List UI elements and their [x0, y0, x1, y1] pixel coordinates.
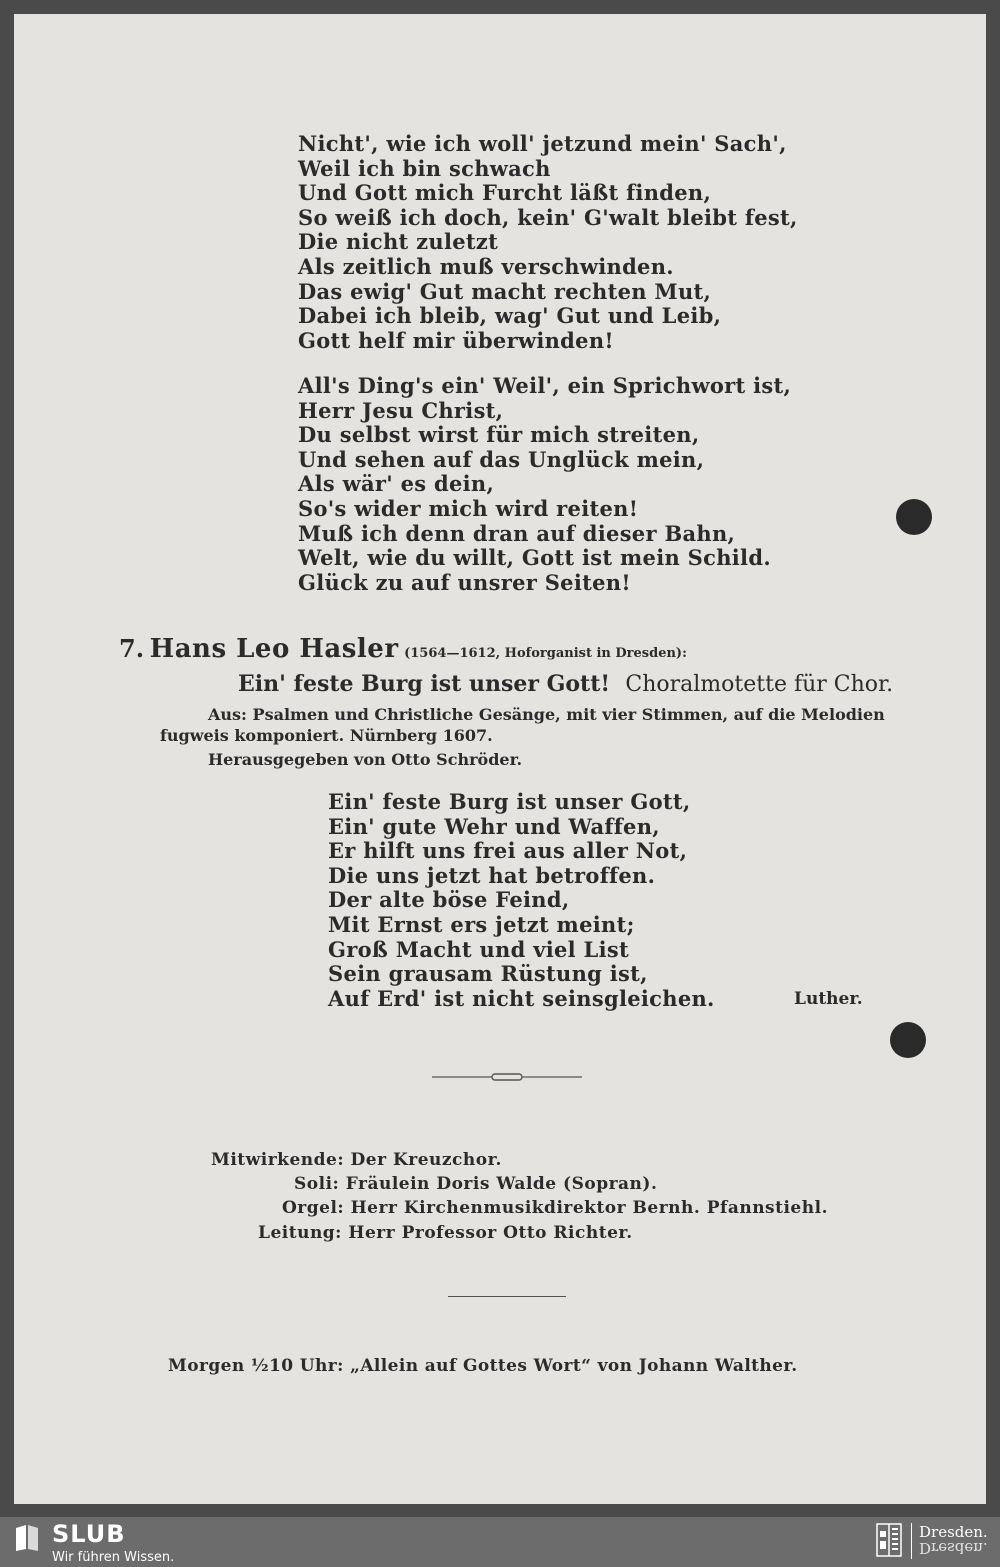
verse-line: Nicht', wie ich woll' jetzund mein' Sach',: [298, 131, 787, 156]
library-tagline: Wir führen Wissen.: [52, 1550, 175, 1565]
verse-line: Die nicht zuletzt: [298, 229, 499, 255]
verse-line: Dabei ich bleib, wag' Gut und Leib,: [298, 303, 722, 329]
editor-note: Herausgegeben von Otto Schröder.: [208, 750, 523, 769]
verse-line: Du selbst wirst für mich streiten,: [298, 422, 700, 448]
verse-line: Herr Jesu Christ,: [298, 397, 504, 423]
verse-line: Die uns jetzt hat betroffen.: [328, 862, 656, 888]
verse-line: Sein grausam Rüstung ist,: [328, 961, 648, 987]
verse-line: Als zeitlich muß verschwinden.: [298, 253, 674, 279]
section-heading: [119, 634, 687, 664]
divider-ornament: [432, 1071, 582, 1083]
source-note: [160, 704, 900, 746]
verse-line: Gott helf mir überwinden!: [298, 327, 614, 353]
verse-line: Als wär' es dein,: [298, 471, 495, 497]
stanza-1: [298, 132, 798, 353]
divider-rule: [448, 1296, 566, 1297]
verse-line: Und Gott mich Furcht läßt finden,: [298, 180, 712, 206]
slub-logo-icon[interactable]: [14, 1524, 40, 1552]
piece-title: Ein' feste Burg ist unser Gott!: [238, 671, 611, 697]
section-number: 7.: [119, 634, 145, 663]
city-name[interactable]: [919, 1525, 988, 1555]
verse-line: So's wider mich wird reiten!: [298, 495, 639, 521]
credit-conductor: Leitung: Herr Professor Otto Richter.: [258, 1223, 633, 1243]
punch-hole: [890, 1022, 926, 1058]
verse-line: Ein' gute Wehr und Waffen,: [328, 813, 660, 839]
city-name-text: Dresden.: [919, 1523, 988, 1541]
stanza-2: [298, 374, 791, 595]
verse-line: Muß ich denn dran auf dieser Bahn,: [298, 520, 736, 546]
footer-bar: [0, 1517, 1000, 1567]
verse-line: All's Ding's ein' Weil', ein Sprichwort ist,: [298, 373, 792, 398]
piece-genre: Choralmotette für Chor.: [625, 672, 894, 697]
credit-organ: Orgel: Herr Kirchenmusikdirektor Bernh. Pfannstiehl.: [282, 1198, 828, 1218]
verse-line: Und sehen auf das Unglück mein,: [298, 446, 705, 472]
verse-line: Auf Erd' ist nicht seinsgleichen.: [328, 985, 715, 1011]
next-event-note: Morgen ½10 Uhr: „Allein auf Gottes Wort“ von Johann Walther.: [168, 1356, 798, 1376]
verse-line: So weiß ich doch, kein' G'walt bleibt fest,: [298, 204, 798, 230]
verse-line: Glück zu auf unsrer Seiten!: [298, 569, 631, 595]
composer-name: Hans Leo Hasler: [149, 634, 399, 664]
document-page: [14, 14, 986, 1504]
work-title: [238, 671, 893, 697]
composer-dates: (1564—1612, Hoforganist in Dresden):: [404, 646, 687, 661]
source-line: Aus: Psalmen und Christliche Gesänge, mit vier Stimmen, auf die Melodien: [208, 705, 885, 724]
source-line: fugweis komponiert. Nürnberg 1607.: [160, 726, 493, 745]
verse-line: Er hilft uns frei aus aller Not,: [328, 838, 688, 864]
library-name[interactable]: SLUB: [52, 1520, 126, 1548]
verse-line: Groß Macht und viel List: [328, 936, 630, 962]
lyric-author: Luther.: [794, 989, 863, 1009]
city-name-mirror: Dresden.: [919, 1539, 988, 1557]
verse-line: Der alte böse Feind,: [328, 887, 570, 913]
verse-line: Das ewig' Gut macht rechten Mut,: [298, 278, 712, 304]
verse-line: Weil ich bin schwach: [298, 155, 551, 181]
punch-hole: [896, 499, 932, 535]
verse-line: Mit Ernst ers jetzt meint;: [328, 911, 635, 937]
city-crest-icon[interactable]: [876, 1523, 902, 1557]
footer-separator: [911, 1523, 912, 1559]
stanza-3: [328, 790, 715, 1011]
credit-performers: Mitwirkende: Der Kreuzchor.: [211, 1150, 502, 1170]
credit-soloist: Soli: Fräulein Doris Walde (Sopran).: [294, 1174, 658, 1194]
verse-line: Welt, wie du willt, Gott ist mein Schild.: [298, 545, 771, 571]
verse-line: Ein' feste Burg ist unser Gott,: [328, 789, 691, 814]
